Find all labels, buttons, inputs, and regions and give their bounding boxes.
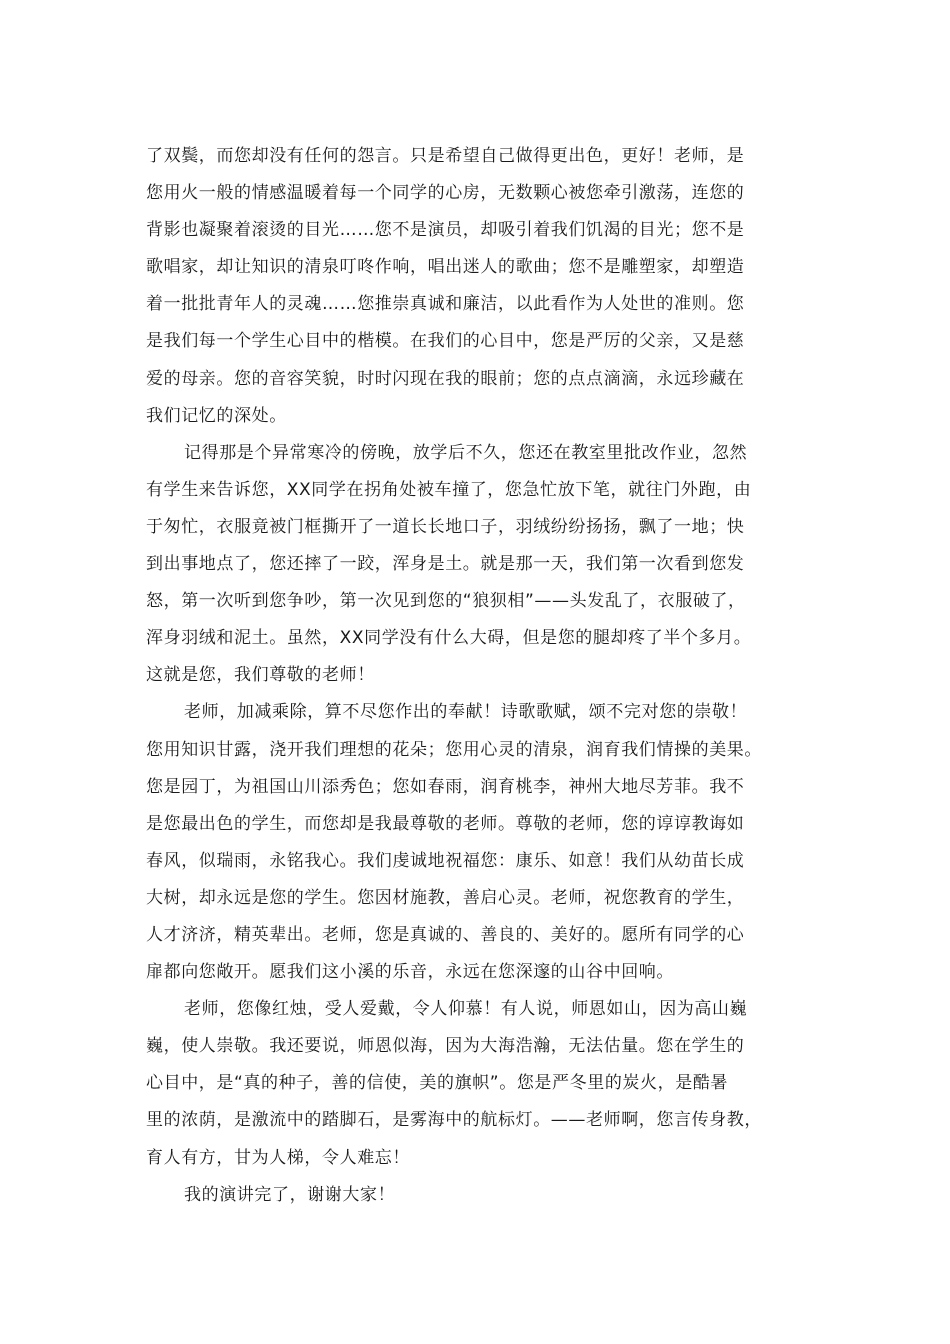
text-line: 巍，使人崇敬。我还要说，师恩似海，因为大海浩瀚，无法估量。您在学生的 — [146, 1036, 745, 1057]
text-line: 老师，您像红烛，受人爱戴，令人仰慕！有人说，师恩如山，因为高山巍 — [184, 999, 748, 1020]
text-line: 大树，却永远是您的学生。您因材施教，善启心灵。老师，祝您教育的学生， — [146, 887, 745, 908]
text-line: 浑身羽绒和泥土。虽然，XX同学没有什么大碍，但是您的腿却疼了半个多月。 — [146, 628, 752, 649]
document-body — [146, 138, 806, 1214]
text-line: 爱的母亲。您的音容笑貌，时时闪现在我的眼前；您的点点滴滴，永远珍藏在 — [146, 368, 745, 389]
text-line: 这就是您，我们尊敬的老师！ — [146, 665, 375, 686]
text-line: 里的浓荫，是激流中的踏脚石，是雾海中的航标灯。——老师啊，您言传身教， — [146, 1110, 762, 1131]
text-line: 到出事地点了，您还摔了一跤，浑身是土。就是那一天，我们第一次看到您发 — [146, 554, 745, 575]
text-line: 您是园丁，为祖国山川添秀色；您如春雨，润育桃李，神州大地尽芳菲。我不 — [146, 776, 745, 797]
text-line: 着一批批青年人的灵魂……您推崇真诚和廉洁，以此看作为人处世的准则。您 — [146, 294, 745, 315]
paragraph-1 — [146, 138, 806, 435]
text-line: 于匆忙，衣服竟被门框撕开了一道长长地口子，羽绒纷纷扬扬，飘了一地；快 — [146, 516, 745, 537]
text-line: 扉都向您敞开。愿我们这小溪的乐音，永远在您深邃的山谷中回响。 — [146, 962, 674, 983]
text-line: 是我们每一个学生心目中的楷模。在我们的心目中，您是严厉的父亲，又是慈 — [146, 331, 745, 352]
text-line: 是您最出色的学生，而您却是我最尊敬的老师。尊敬的老师，您的谆谆教诲如 — [146, 813, 745, 834]
text-line: 我们记忆的深处。 — [146, 405, 287, 426]
text-line: 了双鬓，而您却没有任何的怨言。只是希望自己做得更出色，更好！老师，是 — [146, 146, 745, 166]
text-line: 怒，第一次听到您争吵，第一次见到您的“狼狈相”——头发乱了，衣服破了， — [146, 591, 746, 612]
paragraph-3 — [146, 694, 806, 991]
paragraph-4 — [146, 991, 806, 1176]
paragraph-2 — [146, 435, 806, 695]
text-line: 我的演讲完了，谢谢大家！ — [184, 1184, 396, 1205]
text-line: 歌唱家，却让知识的清泉叮咚作响，唱出迷人的歌曲；您不是雕塑家，却塑造 — [146, 257, 745, 278]
text-line: 老师，加减乘除，算不尽您作出的奉献！诗歌歌赋，颂不完对您的崇敬！ — [184, 702, 748, 723]
text-line: 春风，似瑞雨，永铭我心。我们虔诚地祝福您：康乐、如意！我们从幼苗长成 — [146, 850, 745, 871]
text-line: 有学生来告诉您，XX同学在拐角处被车撞了，您急忙放下笔，就往门外跑，由 — [146, 479, 752, 500]
text-line: 背影也凝聚着滚烫的目光……您不是演员，却吸引着我们饥渴的目光；您不是 — [146, 220, 745, 241]
paragraph-5 — [146, 1177, 806, 1214]
text-line: 您用知识甘露，浇开我们理想的花朵；您用心灵的清泉，润育我们情操的美果。 — [146, 739, 762, 760]
text-line: 人才济济，精英辈出。老师，您是真诚的、善良的、美好的。愿所有同学的心 — [146, 924, 745, 945]
text-line: 记得那是个异常寒冷的傍晚，放学后不久，您还在教室里批改作业，忽然 — [184, 442, 748, 463]
text-line: 育人有方，甘为人梯，令人难忘！ — [146, 1147, 410, 1168]
text-line: 心目中，是“真的种子，善的信使，美的旗帜”。您是严冬里的炭火，是酷暑 — [146, 1073, 729, 1094]
text-line: 您用火一般的情感温暖着每一个同学的心房，无数颗心被您牵引激荡，连您的 — [146, 183, 745, 204]
